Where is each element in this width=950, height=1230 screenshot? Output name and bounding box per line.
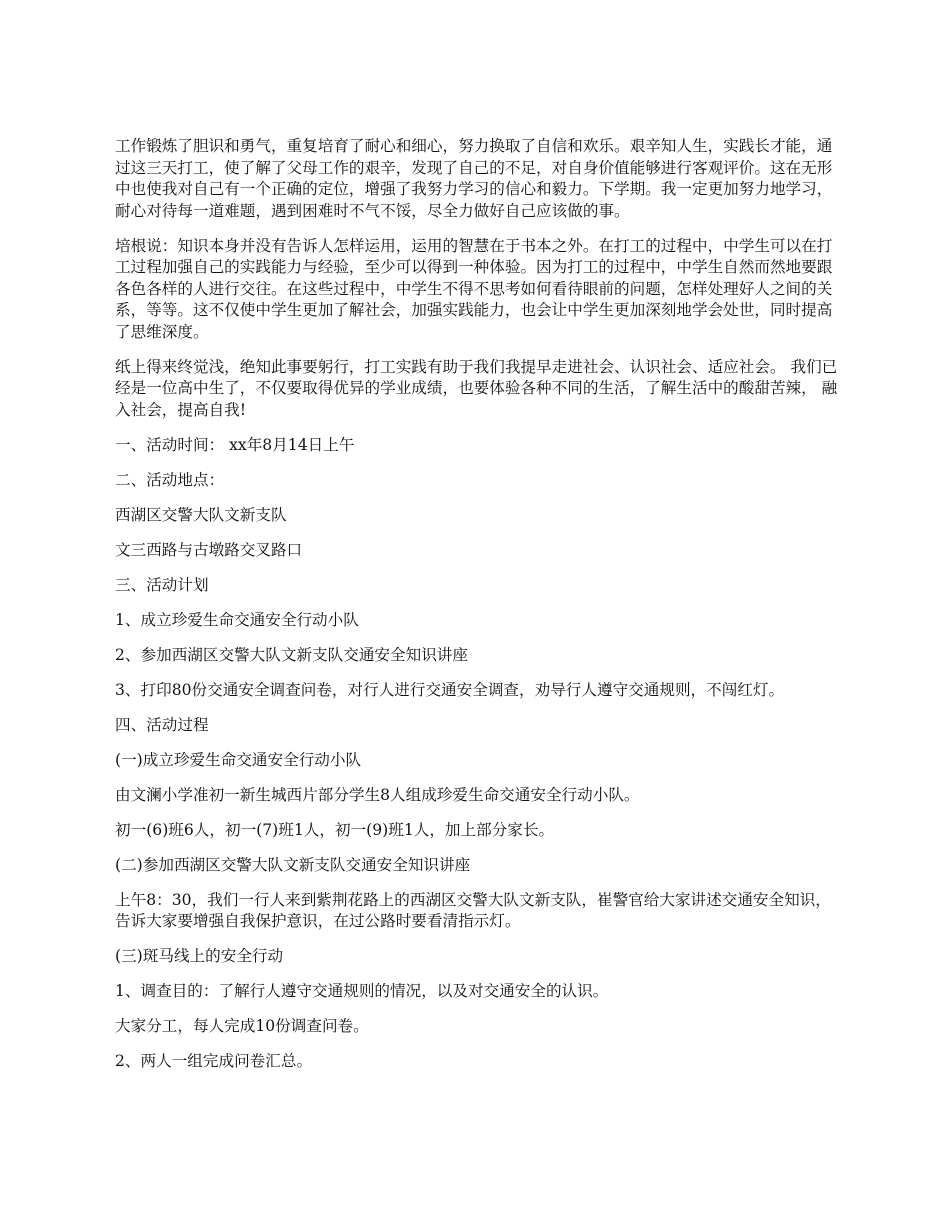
heading-activity-process: 四、活动过程 [115, 715, 209, 734]
process-section-3-item-2: 2、两人一组完成问卷汇总。 [115, 1052, 313, 1070]
plan-item-2: 2、参加西湖区交警大队文新支队交通安全知识讲座 [115, 645, 468, 664]
heading-activity-location: 二、活动地点： [115, 470, 225, 489]
process-section-3-item-1: 1、调查目的：了解行人遵守交通规则的情况，以及对交通安全的认识。 [115, 982, 609, 1000]
process-section-1-title: (一)成立珍爱生命交通安全行动小队 [115, 750, 362, 769]
plan-item-3: 3、打印80份交通安全调查问卷，对行人进行交通安全调查，劝导行人遵守交通规则，不闯红灯。 [115, 680, 785, 699]
process-section-2-title: (二)参加西湖区交警大队文新支队交通安全知识讲座 [115, 855, 471, 874]
heading-activity-time: 一、活动时间： xx年8月14日上午 [115, 435, 355, 454]
process-section-3-title: (三)斑马线上的安全行动 [115, 947, 284, 965]
process-section-1-text-a: 由文澜小学准初一新生城西片部分学生8人组成珍爱生命交通安全行动小队。 [115, 785, 640, 804]
location-line-1: 西湖区交警大队文新支队 [115, 505, 287, 524]
paragraph-bacon-quote: 培根说：知识本身并没有告诉人怎样运用，运用的智慧在于书本之外。在打工的过程中，中学生可以在打工过程加强自己的实践能力与经验，至少可以得到一种体验。因为打工的过程中，中学生自然而然地要跟各色各样的人进行交往。在这些过程中，中学生不得不思考如何看待眼前的问题，怎样处理好人之间的关系，等等。这不仅使中学生更加了解社会，加强实践能力，也会让中学生更加深刻地学会处世，同时提高了思维深度。 [115, 236, 833, 341]
process-section-2-text: 上午8：30，我们一行人来到紫荆花路上的西湖区交警大队文新支队，崔警官给大家讲述交通安全知识，告诉大家要增强自我保护意识，在过公路时要看清指示灯。 [115, 890, 831, 930]
paragraph-practice: 纸上得来终觉浅，绝知此事要躬行，打工实践有助于我们我提早走进社会、认识社会、适应社会。 我们已经是一位高中生了，不仅要取得优异的学业成绩，也要体验各种不同的生活，了解生活中的酸甜苦辣， 融入社会，提高自我! [115, 357, 838, 419]
document-page [115, 136, 845, 1086]
process-section-1-text-b: 初一(6)班6人，初一(7)班1人，初一(9)班1人，加上部分家长。 [115, 820, 555, 839]
process-section-3-text: 大家分工，每人完成10份调查问卷。 [115, 1017, 369, 1035]
paragraph-reflection: 工作锻炼了胆识和勇气，重复培育了耐心和细心，努力换取了自信和欢乐。艰辛知人生，实践长才能，通过这三天打工，使了解了父母工作的艰辛，发现了自己的不足，对自身价值能够进行客观评价。这在无形中也使我对自己有一个正确的定位，增强了我努力学习的信心和毅力。下学期。我一定更加努力地学习，耐心对待每一道难题，遇到困难时不气不馁，尽全力做好自己应该做的事。 [115, 137, 833, 220]
heading-activity-plan: 三、活动计划 [115, 575, 209, 594]
plan-item-1: 1、成立珍爱生命交通安全行动小队 [115, 610, 359, 629]
location-line-2: 文三西路与古墩路交叉路口 [115, 540, 303, 559]
